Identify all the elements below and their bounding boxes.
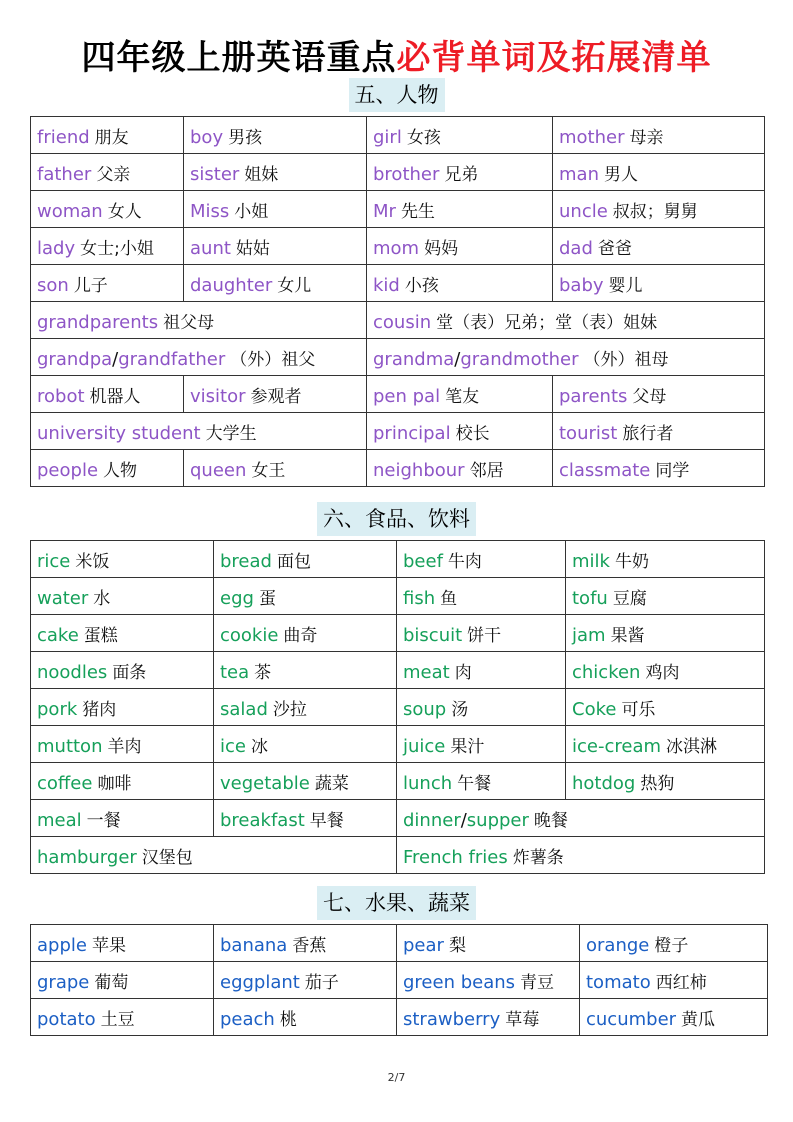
chinese-meaning: 蔬菜	[314, 773, 349, 794]
word-cell	[184, 154, 367, 191]
english-word: juice	[403, 735, 446, 757]
english-word: pork	[37, 698, 78, 720]
english-word: cousin	[373, 311, 432, 333]
english-word-alt: grandmother	[460, 348, 579, 370]
word-cell	[31, 999, 214, 1036]
english-word: lady	[37, 237, 76, 259]
english-word: biscuit	[403, 624, 463, 646]
chinese-meaning: 晚餐	[533, 810, 568, 831]
english-word: mother	[559, 126, 625, 148]
table-row	[31, 652, 765, 689]
word-cell	[367, 191, 553, 228]
chinese-meaning: 苹果	[91, 935, 126, 956]
word-cell	[580, 962, 768, 999]
section-heading-food: 六、食品、饮料	[0, 502, 793, 536]
table-row	[31, 800, 765, 837]
section-heading-fruits: 七、水果、蔬菜	[0, 886, 793, 920]
chinese-meaning: 饼干	[467, 625, 502, 646]
chinese-meaning: 茄子	[304, 972, 339, 993]
page-title	[0, 30, 793, 79]
chinese-meaning: 爸爸	[597, 238, 632, 259]
word-cell	[553, 228, 765, 265]
chinese-meaning: 蛋	[258, 588, 276, 609]
word-cell	[214, 578, 397, 615]
word-cell	[367, 450, 553, 487]
english-word: strawberry	[403, 1008, 501, 1030]
word-cell	[214, 615, 397, 652]
english-word: ice-cream	[572, 735, 662, 757]
word-cell	[553, 450, 765, 487]
english-word: dinner	[403, 809, 461, 831]
english-word: kid	[373, 274, 400, 296]
english-word: jam	[572, 624, 606, 646]
word-cell	[397, 689, 566, 726]
english-word: cookie	[220, 624, 279, 646]
table-row	[31, 191, 765, 228]
chinese-meaning: 朋友	[94, 127, 129, 148]
english-word: tofu	[572, 587, 608, 609]
chinese-meaning: （外）祖母	[583, 349, 669, 370]
chinese-meaning: 父母	[632, 386, 667, 407]
english-word: father	[37, 163, 92, 185]
english-word: peach	[220, 1008, 275, 1030]
english-word: orange	[586, 934, 650, 956]
chinese-meaning: 大学生	[205, 423, 257, 444]
word-cell	[184, 265, 367, 302]
word-cell	[214, 800, 397, 837]
word-cell	[397, 999, 580, 1036]
word-cell	[397, 763, 566, 800]
english-word: cake	[37, 624, 79, 646]
chinese-meaning: 西红柿	[655, 972, 707, 993]
word-cell	[566, 578, 765, 615]
table-row	[31, 413, 765, 450]
chinese-meaning: 葡萄	[94, 972, 129, 993]
food-table	[30, 540, 765, 874]
chinese-meaning: 儿子	[73, 275, 108, 296]
word-cell	[566, 726, 765, 763]
chinese-meaning: 婴儿	[608, 275, 643, 296]
table-row	[31, 837, 765, 874]
word-cell	[553, 191, 765, 228]
english-word: water	[37, 587, 89, 609]
english-word: parents	[559, 385, 628, 407]
word-cell	[31, 154, 184, 191]
chinese-meaning: 草莓	[505, 1009, 540, 1030]
word-cell	[397, 541, 566, 578]
word-cell	[184, 450, 367, 487]
english-word: milk	[572, 550, 610, 572]
english-word: noodles	[37, 661, 108, 683]
english-word: Miss	[190, 200, 230, 222]
word-cell	[31, 117, 184, 154]
word-cell	[214, 726, 397, 763]
chinese-meaning: 鱼	[440, 588, 458, 609]
chinese-meaning: 女士;小姐	[80, 238, 154, 259]
fruits-table	[30, 924, 768, 1036]
word-cell	[367, 376, 553, 413]
english-word: mutton	[37, 735, 103, 757]
chinese-meaning: 炸薯条	[512, 847, 564, 868]
word-cell	[184, 228, 367, 265]
slash-separator: /	[454, 348, 461, 370]
word-cell	[31, 962, 214, 999]
english-word: green beans	[403, 971, 516, 993]
chinese-meaning: 冰淇淋	[666, 736, 718, 757]
english-word: grape	[37, 971, 90, 993]
english-word: man	[559, 163, 599, 185]
word-cell	[184, 191, 367, 228]
english-word: cucumber	[586, 1008, 677, 1030]
chinese-meaning: 果酱	[610, 625, 645, 646]
word-cell	[31, 689, 214, 726]
word-cell	[397, 726, 566, 763]
table-row	[31, 925, 768, 962]
chinese-meaning: 同学	[655, 460, 690, 481]
table-row	[31, 450, 765, 487]
english-word: son	[37, 274, 69, 296]
english-word: mom	[373, 237, 420, 259]
section-heading-people: 五、人物	[0, 78, 793, 112]
chinese-meaning: 黄瓜	[681, 1009, 716, 1030]
chinese-meaning: 先生	[400, 201, 435, 222]
chinese-meaning: 肉	[454, 662, 472, 683]
slash-separator: /	[112, 348, 119, 370]
chinese-meaning: 面包	[276, 551, 311, 572]
chinese-meaning: 曲奇	[283, 625, 318, 646]
word-cell	[397, 615, 566, 652]
chinese-meaning: 米饭	[75, 551, 110, 572]
word-cell	[367, 117, 553, 154]
english-word: hotdog	[572, 772, 636, 794]
chinese-meaning: 母亲	[629, 127, 664, 148]
word-cell	[566, 652, 765, 689]
english-word: lunch	[403, 772, 453, 794]
chinese-meaning: 校长	[455, 423, 490, 444]
word-cell	[31, 800, 214, 837]
word-cell	[31, 925, 214, 962]
table-row	[31, 578, 765, 615]
word-cell	[367, 228, 553, 265]
english-word: meal	[37, 809, 82, 831]
word-cell	[553, 376, 765, 413]
page-number: 2/7	[387, 1071, 406, 1084]
chinese-meaning: 牛奶	[614, 551, 649, 572]
table-row	[31, 999, 768, 1036]
english-word: salad	[220, 698, 268, 720]
table-row	[31, 615, 765, 652]
word-cell	[31, 302, 367, 339]
english-word: daughter	[190, 274, 273, 296]
chinese-meaning: 一餐	[86, 810, 121, 831]
chinese-meaning: 猪肉	[82, 699, 117, 720]
word-cell	[214, 763, 397, 800]
chinese-meaning: 果汁	[450, 736, 485, 757]
chinese-meaning: 桃	[279, 1009, 297, 1030]
table-row	[31, 117, 765, 154]
chinese-meaning: 旅行者	[622, 423, 674, 444]
chinese-meaning: 汤	[451, 699, 469, 720]
table-row	[31, 339, 765, 376]
table-row	[31, 376, 765, 413]
english-word: chicken	[572, 661, 641, 683]
word-cell	[184, 117, 367, 154]
chinese-meaning: 兄弟	[444, 164, 479, 185]
word-cell	[397, 578, 566, 615]
word-cell	[31, 652, 214, 689]
chinese-meaning: 橙子	[654, 935, 689, 956]
word-cell	[553, 265, 765, 302]
word-cell	[566, 763, 765, 800]
word-cell	[580, 999, 768, 1036]
chinese-meaning: 女孩	[406, 127, 441, 148]
english-word: principal	[373, 422, 451, 444]
english-word: neighbour	[373, 459, 465, 481]
english-word: tea	[220, 661, 250, 683]
word-cell	[214, 962, 397, 999]
word-cell	[397, 837, 765, 874]
word-cell	[214, 689, 397, 726]
chinese-meaning: （外）祖父	[230, 349, 316, 370]
word-cell	[184, 376, 367, 413]
chinese-meaning: 牛肉	[447, 551, 482, 572]
chinese-meaning: 热狗	[640, 773, 675, 794]
word-cell	[214, 999, 397, 1036]
word-cell	[566, 689, 765, 726]
chinese-meaning: 可乐	[621, 699, 656, 720]
chinese-meaning: 女儿	[277, 275, 312, 296]
chinese-meaning: 鸡肉	[645, 662, 680, 683]
english-word: vegetable	[220, 772, 310, 794]
chinese-meaning: 邻居	[469, 460, 504, 481]
word-cell	[31, 265, 184, 302]
chinese-meaning: 祖父母	[163, 312, 215, 333]
word-cell	[397, 800, 765, 837]
word-cell	[31, 578, 214, 615]
slash-separator: /	[460, 809, 467, 831]
english-word: people	[37, 459, 99, 481]
english-word: pear	[403, 934, 444, 956]
english-word: visitor	[190, 385, 246, 407]
english-word: meat	[403, 661, 450, 683]
table-row	[31, 763, 765, 800]
english-word: Mr	[373, 200, 396, 222]
chinese-meaning: 小姐	[234, 201, 269, 222]
chinese-meaning: 叔叔；舅舅	[612, 201, 698, 222]
english-word: beef	[403, 550, 443, 572]
table-row	[31, 228, 765, 265]
chinese-meaning: 午餐	[457, 773, 492, 794]
word-cell	[367, 339, 765, 376]
word-cell	[31, 763, 214, 800]
english-word: boy	[190, 126, 224, 148]
word-cell	[367, 302, 765, 339]
word-cell	[553, 117, 765, 154]
english-word: bread	[220, 550, 272, 572]
word-cell	[580, 925, 768, 962]
english-word: soup	[403, 698, 447, 720]
word-cell	[553, 154, 765, 191]
table-row	[31, 302, 765, 339]
english-word: university student	[37, 422, 201, 444]
chinese-meaning: 男孩	[228, 127, 263, 148]
word-cell	[31, 376, 184, 413]
chinese-meaning: 汉堡包	[141, 847, 193, 868]
english-word: egg	[220, 587, 254, 609]
english-word: woman	[37, 200, 103, 222]
english-word: eggplant	[220, 971, 300, 993]
chinese-meaning: 羊肉	[107, 736, 142, 757]
table-row	[31, 265, 765, 302]
word-cell	[31, 541, 214, 578]
chinese-meaning: 堂（表）兄弟；堂（表）姐妹	[436, 312, 658, 333]
word-cell	[31, 837, 397, 874]
table-row	[31, 962, 768, 999]
chinese-meaning: 女王	[251, 460, 286, 481]
english-word-alt: grandfather	[118, 348, 226, 370]
chinese-meaning: 小孩	[404, 275, 439, 296]
word-cell	[553, 413, 765, 450]
people-table	[30, 116, 765, 487]
english-word: brother	[373, 163, 440, 185]
chinese-meaning: 早餐	[309, 810, 344, 831]
chinese-meaning: 豆腐	[612, 588, 647, 609]
word-cell	[397, 925, 580, 962]
english-word: grandparents	[37, 311, 159, 333]
english-word: coffee	[37, 772, 93, 794]
word-cell	[31, 413, 367, 450]
english-word: queen	[190, 459, 247, 481]
table-row	[31, 541, 765, 578]
chinese-meaning: 冰	[250, 736, 268, 757]
chinese-meaning: 女人	[107, 201, 142, 222]
word-cell	[31, 450, 184, 487]
english-word: aunt	[190, 237, 231, 259]
english-word: hamburger	[37, 846, 137, 868]
chinese-meaning: 机器人	[89, 386, 141, 407]
word-cell	[566, 541, 765, 578]
word-cell	[31, 615, 214, 652]
page-title-part2: 必背单词及拓展清单	[396, 38, 712, 78]
chinese-meaning: 妈妈	[424, 238, 459, 259]
word-cell	[31, 339, 367, 376]
chinese-meaning: 男人	[603, 164, 638, 185]
english-word: tourist	[559, 422, 618, 444]
word-cell	[214, 541, 397, 578]
english-word: pen pal	[373, 385, 441, 407]
word-cell	[214, 925, 397, 962]
english-word: dad	[559, 237, 593, 259]
word-cell	[566, 615, 765, 652]
english-word: rice	[37, 550, 71, 572]
table-row	[31, 689, 765, 726]
word-cell	[367, 265, 553, 302]
chinese-meaning: 面条	[112, 662, 147, 683]
word-cell	[31, 228, 184, 265]
chinese-meaning: 咖啡	[97, 773, 132, 794]
english-word: girl	[373, 126, 402, 148]
english-word: tomato	[586, 971, 651, 993]
english-word: banana	[220, 934, 288, 956]
word-cell	[214, 652, 397, 689]
chinese-meaning: 青豆	[520, 972, 555, 993]
english-word: fish	[403, 587, 436, 609]
english-word: grandpa	[37, 348, 113, 370]
word-cell	[367, 413, 553, 450]
chinese-meaning: 参观者	[250, 386, 302, 407]
word-cell	[367, 154, 553, 191]
english-word: sister	[190, 163, 240, 185]
table-row	[31, 726, 765, 763]
chinese-meaning: 茶	[254, 662, 272, 683]
chinese-meaning: 沙拉	[272, 699, 307, 720]
word-cell	[397, 962, 580, 999]
chinese-meaning: 水	[93, 588, 111, 609]
word-cell	[397, 652, 566, 689]
chinese-meaning: 人物	[103, 460, 138, 481]
page-title-part1: 四年级上册英语重点	[81, 38, 397, 78]
chinese-meaning: 香蕉	[292, 935, 327, 956]
english-word: robot	[37, 385, 85, 407]
english-word: baby	[559, 274, 604, 296]
english-word: grandma	[373, 348, 455, 370]
word-cell	[31, 726, 214, 763]
english-word-alt: supper	[466, 809, 529, 831]
chinese-meaning: 蛋糕	[83, 625, 118, 646]
chinese-meaning: 姐妹	[244, 164, 279, 185]
english-word: ice	[220, 735, 246, 757]
chinese-meaning: 姑姑	[235, 238, 270, 259]
word-cell	[31, 191, 184, 228]
english-word: potato	[37, 1008, 96, 1030]
chinese-meaning: 土豆	[100, 1009, 135, 1030]
table-row	[31, 154, 765, 191]
english-word: classmate	[559, 459, 651, 481]
chinese-meaning: 父亲	[96, 164, 131, 185]
english-word: friend	[37, 126, 90, 148]
english-word: French fries	[403, 846, 508, 868]
chinese-meaning: 笔友	[445, 386, 480, 407]
english-word: breakfast	[220, 809, 305, 831]
english-word: apple	[37, 934, 87, 956]
english-word: uncle	[559, 200, 608, 222]
english-word: Coke	[572, 698, 617, 720]
chinese-meaning: 梨	[448, 935, 466, 956]
